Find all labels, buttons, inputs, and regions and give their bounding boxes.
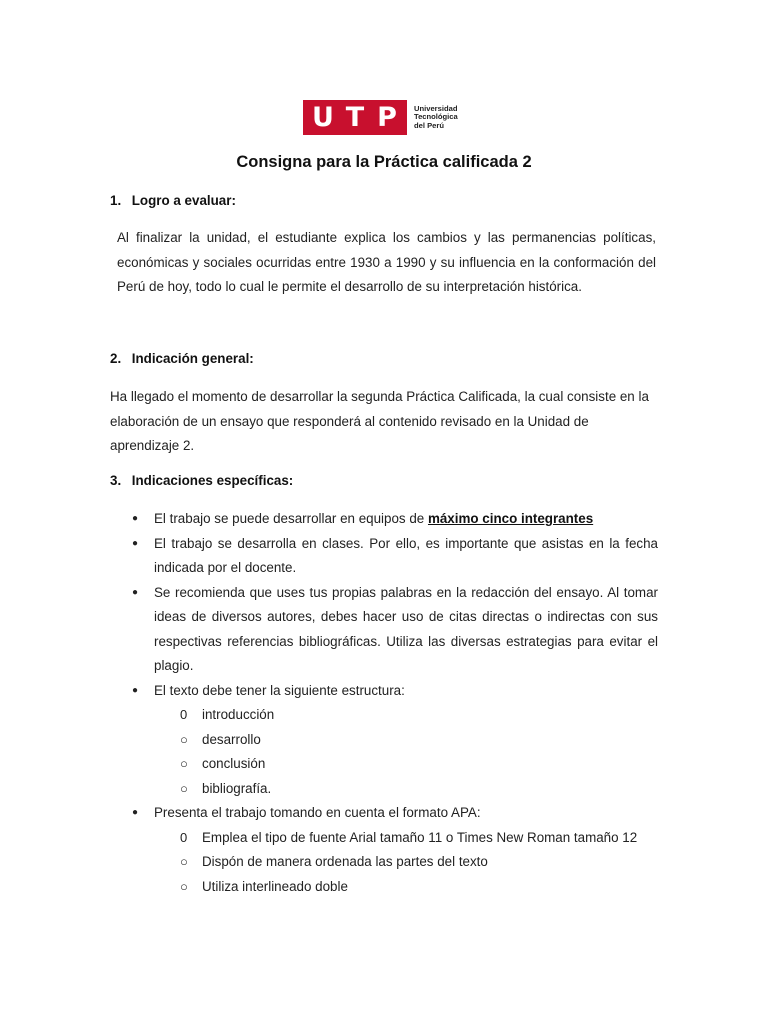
bullet-icon: ● [132,586,139,598]
logo-line-3: del Perú [414,120,444,130]
list-item [132,801,658,826]
utp-logo-mark [303,100,407,135]
utp-logo [303,100,458,135]
bullet-icon: ● [132,684,139,696]
document-title: Consigna para la Práctica calificada 2 [236,153,532,171]
sub-list-item [132,777,658,802]
bullet-text-prefix: El trabajo se puede desarrollar en equipos de [154,511,428,526]
sub-bullet-text: Utiliza interlineado doble [202,878,348,894]
bullet-text: Se recomienda que uses tus propias palabras en la redacción del ensayo. Al tomar ideas de diversos autores, debes hacer uso de citas directas o indirectas con sus respectivas referencias bibliográficas. Utiliza las diversas estrategias para evitar el plagio. [154,584,658,673]
logo-letter-p: P [377,102,397,133]
bullet-text: El trabajo se desarrolla en clases. Por ello, es importante que asistas en la fecha indicada por el docente. [154,535,658,575]
section-1-number: 1. [110,193,122,208]
logo-letter-u: U [312,102,334,133]
section-3-number: 3. [110,473,122,488]
section-2-body: Ha llegado el momento de desarrollar la segunda Práctica Calificada, la cual consiste en la elaboración de un ensayo que responderá al contenido revisado en la Unidad de aprendizaje 2. [110,389,649,453]
sub-bullet-marker: 0 [180,829,188,845]
sub-bullet-text: desarrollo [202,731,261,747]
sub-bullet-marker: ○ [180,756,188,771]
section-2-heading [110,351,254,366]
sub-bullet-marker: 0 [180,707,188,722]
bullet-text: El texto debe tener la siguiente estructura: [154,682,405,698]
section-2-number: 2. [110,351,122,366]
bullet-text [154,507,658,532]
sub-bullet-marker: ○ [180,854,188,869]
section-3-title: Indicaciones específicas: [131,473,294,488]
sub-bullet-text: bibliografía. [202,780,272,796]
sub-list-item [132,850,658,875]
sub-bullet-marker: ○ [180,731,188,747]
logo-wordmark [414,105,458,131]
sub-bullet-marker: ○ [180,878,188,894]
list-item [132,581,658,679]
sub-bullet-text: Emplea el tipo de fuente Arial tamaño 11 o Times New Roman tamaño 12 [202,829,638,845]
list-item [132,532,658,581]
sub-list-item [132,703,658,728]
logo-line-1: Universidad [414,103,458,113]
sub-list-item [132,752,658,777]
sub-bullet-marker: ○ [180,780,188,796]
bullet-icon: ● [132,807,139,818]
bullet-icon: ● [132,513,139,524]
section-1-title: Logro a evaluar: [131,193,236,208]
logo-letter-t: T [345,102,365,133]
list-item [132,679,658,704]
sub-bullet-text: introducción [202,707,275,722]
list-item [132,507,658,532]
bullet-text: Presenta el trabajo tomando en cuenta el formato APA: [154,805,481,820]
sub-list-item [132,826,658,851]
section-3-heading [110,473,293,488]
section-1-heading [110,193,236,208]
bullet-text-emphasis: máximo cinco integrantes [427,511,594,526]
bullet-icon: ● [132,537,139,549]
sub-bullet-text: Dispón de manera ordenada las partes del texto [202,854,488,869]
sub-list-item [132,875,658,900]
specific-indications-list [132,507,658,899]
logo-line-2: Tecnológica [414,112,458,122]
sub-list-item [132,728,658,753]
sub-bullet-text: conclusión [202,756,266,771]
section-2-title: Indicación general: [131,351,254,366]
section-1-body: Al finalizar la unidad, el estudiante explica los cambios y las permanencias políticas, económicas y sociales ocurridas entre 1930 a 1990 y su influencia en la conformación del Perú de hoy, todo lo cual le permite el desarrollo de su interpretación histórica. [117,230,656,294]
